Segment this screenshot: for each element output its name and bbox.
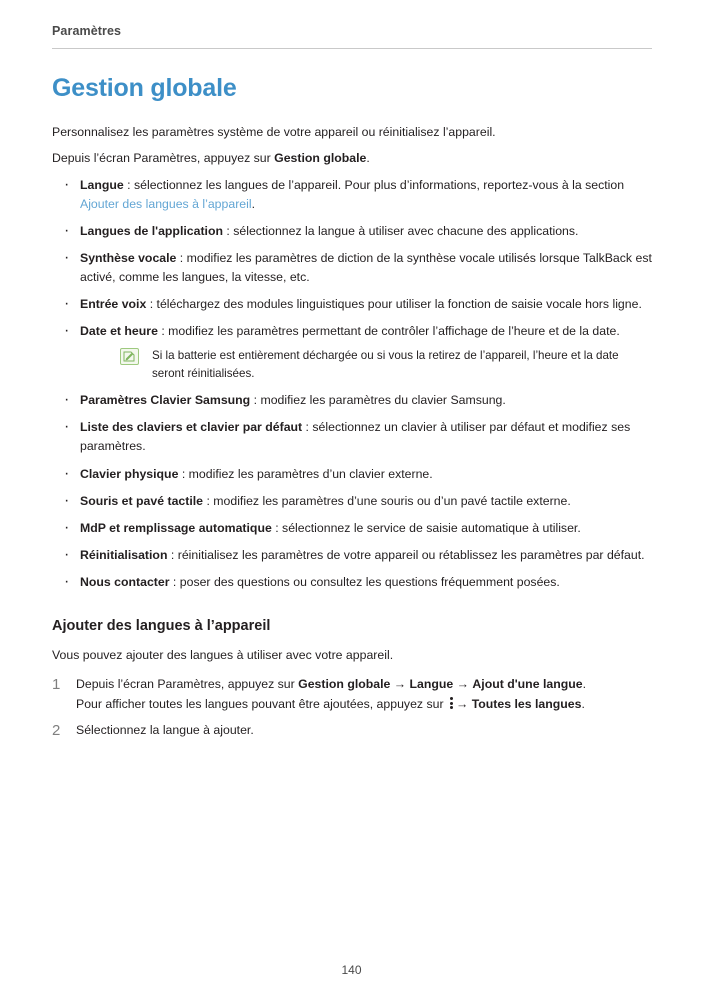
note-text: Si la batterie est entièrement déchargée ou si vous la retirez de l’appareil, l’heure et la date seront réinitialisées.: [152, 349, 619, 381]
bullet-term: Clavier physique: [80, 466, 179, 481]
bullet-term: Liste des claviers et clavier par défaut: [80, 420, 303, 435]
list-item: [52, 721, 652, 741]
bullet-text: : sélectionnez le service de saisie automatique à utiliser.: [271, 520, 581, 535]
list-item: [52, 391, 652, 410]
bullet-text: : téléchargez des modules linguistiques pour utiliser la fonction de saisie vocale hors ligne.: [146, 297, 642, 312]
step-number: 2: [52, 721, 61, 739]
note-pencil-icon: [120, 348, 139, 365]
bullet-term: Date et heure: [80, 324, 158, 339]
step-bold-2: Langue: [409, 676, 454, 691]
list-item: [52, 519, 652, 538]
step-sub-text: [76, 695, 652, 714]
step-sub-prefix: Pour afficher toutes les langues pouvant être ajoutées, appuyez sur: [76, 697, 447, 712]
intro2-bold: Gestion globale: [274, 151, 367, 166]
arrow-2: →: [453, 676, 473, 691]
bullet-term: Langues de l'application: [80, 224, 223, 239]
list-item: [52, 222, 652, 241]
list-item: [52, 176, 652, 214]
list-item: [52, 249, 652, 287]
bullet-term: MdP et remplissage automatique: [80, 520, 272, 535]
bullet-term: Entrée voix: [80, 297, 147, 312]
page-title: Gestion globale: [52, 74, 237, 102]
note-box: [120, 347, 652, 383]
step-text-prefix: Depuis l’écran Paramètres, appuyez sur: [76, 676, 299, 691]
bullet-text: : modifiez les paramètres permettant de contrôler l’affichage de l’heure et de la date.: [157, 324, 620, 339]
section-intro: Vous pouvez ajouter des langues à utiliser avec votre appareil.: [52, 647, 394, 662]
breadcrumb: Paramètres: [52, 24, 122, 38]
bullet-term: Paramètres Clavier Samsung: [80, 393, 251, 408]
intro-paragraph-1: Personnalisez les paramètres système de votre appareil ou réinitialisez l’appareil.: [52, 125, 496, 139]
list-item: [52, 322, 652, 383]
intro2-suffix: .: [366, 151, 370, 166]
bullet-term: Réinitialisation: [80, 547, 168, 562]
more-options-icon: [447, 696, 456, 710]
list-item: [52, 295, 652, 314]
step-number: 1: [52, 675, 61, 693]
bullet-text: : sélectionnez la langue à utiliser avec chacune des applications.: [223, 224, 579, 239]
page-content: [52, 74, 652, 746]
settings-list: [52, 176, 652, 592]
list-item: [52, 546, 652, 565]
page-number: 140: [341, 963, 362, 977]
bullet-text: : réinitialisez les paramètres de votre appareil ou rétablissez les paramètres par défaut.: [167, 547, 645, 562]
list-item: [52, 573, 652, 592]
bullet-text: : modifiez les paramètres d’un clavier externe.: [178, 466, 433, 481]
steps-list: [52, 675, 652, 740]
bullet-text: : poser des questions ou consultez les questions fréquemment posées.: [169, 574, 560, 589]
intro-paragraph-2: [52, 149, 652, 168]
link-ajouter-des-langues[interactable]: Ajouter des langues à l’appareil: [80, 197, 252, 212]
step-bold-1: Gestion globale: [298, 676, 391, 691]
arrow-3: →: [455, 697, 472, 712]
intro2-prefix: Depuis l’écran Paramètres, appuyez sur: [52, 151, 275, 166]
bullet-term: Souris et pavé tactile: [80, 493, 204, 508]
list-item: [52, 675, 652, 715]
list-item: [52, 418, 652, 456]
bullet-term: Synthèse vocale: [80, 251, 177, 266]
list-item: [52, 465, 652, 484]
bullet-term: Langue: [80, 178, 124, 193]
bullet-text: : modifiez les paramètres d’une souris ou d’un pavé tactile externe.: [203, 493, 571, 508]
list-item: [52, 492, 652, 511]
step-text-prefix: Sélectionnez la langue à ajouter.: [76, 722, 254, 737]
arrow-1: →: [390, 676, 410, 691]
section-title: Ajouter des langues à l’appareil: [52, 617, 271, 634]
step-sub-suffix: .: [581, 697, 585, 712]
bullet-text: : modifiez les paramètres du clavier Samsung.: [250, 393, 506, 408]
step-suffix: .: [582, 676, 587, 691]
bullet-text-after: .: [251, 197, 256, 212]
header-divider: [52, 48, 652, 49]
step-sub-bold: Toutes les langues: [471, 697, 582, 712]
bullet-text: : sélectionnez les langues de l’appareil. Pour plus d’informations, reportez-vous à la section: [123, 178, 625, 193]
step-bold-3: Ajout d'une langue: [472, 676, 583, 691]
bullet-text: : sélectionnez un clavier à utiliser par défaut et modifiez ses paramètres.: [80, 420, 631, 454]
bullet-term: Nous contacter: [80, 574, 170, 589]
bullet-text: : modifiez les paramètres de diction de la synthèse vocale utilisés lorsque TalkBack est activé, comme les langues, la vitesse, etc.: [80, 251, 652, 285]
